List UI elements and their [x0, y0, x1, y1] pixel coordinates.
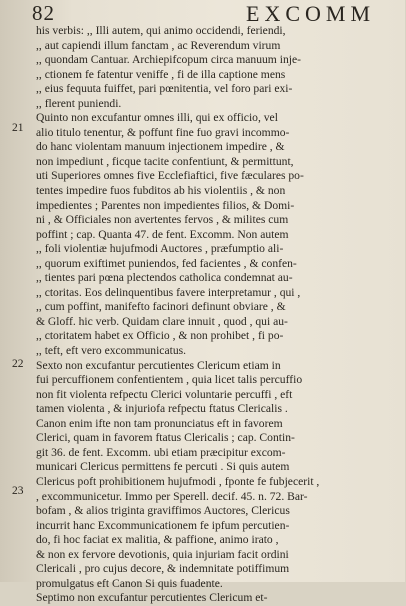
text-line: & non ex fervore devotionis, quia injuriam facit ordini [36, 547, 289, 561]
text-line: Clericali , pro cujus decore, & indemnitate potiffimum [36, 562, 290, 576]
text-line: ,, foli violentiæ hujufmodi Auctores , præfumptio ali- [36, 242, 284, 256]
text-line: ,, quondam Cantuar. Archiepifcopum circa manuum inje- [36, 53, 301, 67]
text-line: , excommunicetur. Immo per Sperell. decif. 45. n. 72. Bar- [36, 489, 308, 503]
text-line: non fit violenta refpectu Clerici voluntarie percuffi , eft [36, 387, 293, 401]
text-line: ,, cum poffint, manifefto facinori definunt obviare , & [36, 300, 286, 314]
text-line: municari Clericus permittens fe percuti . Si quis autem [36, 460, 290, 474]
paragraph-number: 22 [12, 358, 24, 370]
paragraph-number: 23 [12, 485, 24, 497]
text-line: impedientes ; Parentes non impedientes filios, & Domi- [36, 198, 295, 212]
text-line: ,, tientes pari pœna plectendos catholica condemnat au- [36, 271, 293, 285]
text-line: incurrit hanc Excommunicationem fe ipfum percutien- [36, 518, 290, 532]
text-line: Septimo non excufantur percutientes Clericum et- [36, 591, 268, 605]
text-line: Canon enim ifte non tam pronunciatus eft in favorem [36, 416, 283, 430]
text-line: alio titulo tenentur, & poffunt fine fuo gravi incommo- [36, 125, 290, 139]
text-line: poffint ; cap. Quanta 47. de fent. Excomm. Non autem [36, 227, 289, 241]
text-line: ,, ctoritas. Eos delinquentibus favere interpretamur , qui , [36, 285, 301, 299]
text-line: ,, flerent puniendi. [36, 96, 122, 110]
text-line: non impediunt , ficque tacite confentiunt, & permittunt, [36, 154, 294, 168]
text-line: git 36. de fent. Excomm. ubi etiam præcipitur excom- [36, 445, 286, 459]
running-header [0, 0, 405, 26]
text-line: ,, aut capiendi illum fanctam , ac Reverendum virum [36, 38, 281, 52]
text-line: ,, eius fequuta fuiffet, pari pœnitentia, vel foro pari exi- [36, 82, 293, 96]
running-head-title: EXCOMM [246, 1, 376, 26]
text-line: ,, quorum exiftimet puniendos, fed facientes , & confen- [36, 256, 297, 270]
text-line: Clericus poft prohibitionem hujufmodi , fponte fe fubjecerit , [36, 474, 320, 488]
page-number: 82 [32, 1, 55, 25]
text-line: ni , & Officiales non avertentes fervos , & milites cum [36, 213, 289, 227]
text-line: & Gloff. hic verb. Quidam clare innuit , quod , qui au- [36, 314, 288, 328]
text-line: ,, ctoritatem habet ex Officio , & non prohibet , fi po- [36, 329, 284, 343]
body-text [36, 24, 406, 606]
text-line: Quinto non excufantur omnes illi, qui ex officio, vel [36, 111, 278, 125]
text-line: uti Superiores omnes five Ecclefiaftici, five fæculares po- [36, 169, 304, 183]
text-line: ,, teft, eft vero excommunicatus. [36, 344, 187, 358]
text-line: do hanc violentam manuum injectionem impedire , & [36, 140, 285, 154]
text-line: ,, ctionem fe fatentur veniffe , fi de illa captione mens [36, 67, 286, 81]
text-line: tamen violenta , & injuriofa refpectu ftatus Clericalis . [36, 402, 288, 416]
paragraph-number: 21 [12, 122, 24, 134]
text-line: Clerici, quam in favorem ftatus Clericalis ; cap. Contin- [36, 431, 295, 445]
text-line: tentes impedire fuos fubditos ab his violentiis , & non [36, 184, 286, 198]
text-line: bofam , & alios triginta graviffimos Auctores, Clericus [36, 504, 290, 518]
text-line: do, fi hoc faciat ex malitia, & paffione, animo irato , [36, 533, 279, 547]
text-line: his verbis: ,, Illi autem, qui animo occidendi, feriendi, [36, 24, 286, 37]
text-line: promulgatus eft Canon Si quis fuadente. [36, 576, 223, 590]
text-line: Sexto non excufantur percutientes Clericum etiam in [36, 358, 281, 372]
text-line: fui percuffionem confentientem , quia licet talis percuffio [36, 373, 303, 387]
